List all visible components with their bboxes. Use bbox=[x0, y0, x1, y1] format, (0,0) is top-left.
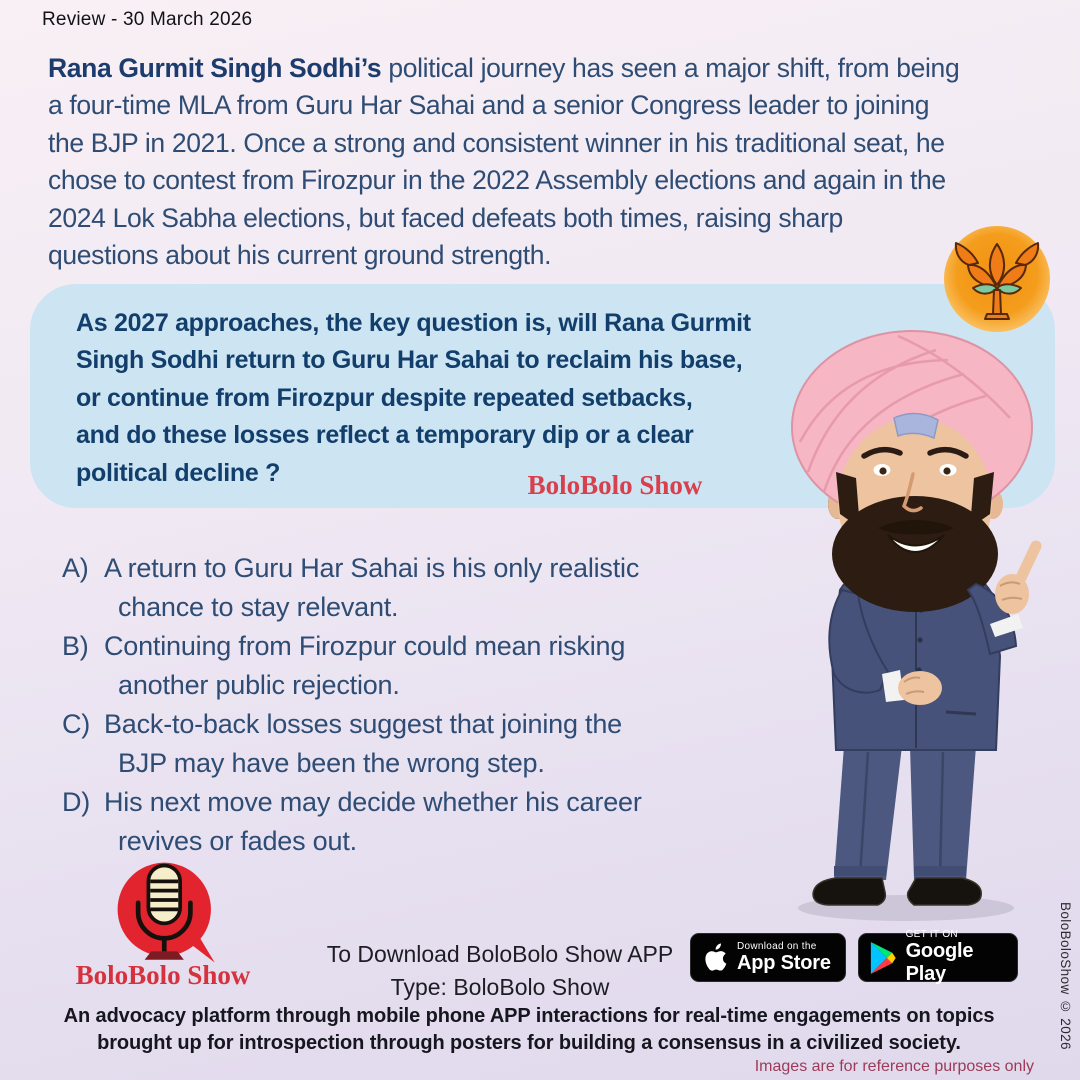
question-line: or continue from Firozpur despite repeated setbacks, bbox=[76, 383, 693, 412]
intro-line: 2024 Lok Sabha elections, but faced defeats both times, raising sharp bbox=[48, 202, 843, 233]
app-store-badge[interactable] bbox=[690, 933, 846, 982]
question-line: As 2027 approaches, the key question is, will Rana Gurmit bbox=[76, 309, 751, 337]
option-b-label: B) bbox=[62, 631, 89, 661]
download-line-1: To Download BoloBolo Show APP bbox=[326, 941, 674, 967]
option-c-label: C) bbox=[62, 709, 91, 739]
vertical-copyright: BoloBoloShow © 2026 bbox=[1058, 902, 1073, 1050]
trousers bbox=[834, 746, 976, 880]
google-play-label: Google Play bbox=[905, 940, 974, 985]
intro-line-rest: political journey has seen a major shift, from being bbox=[381, 53, 960, 83]
option-c bbox=[62, 705, 642, 783]
apple-icon bbox=[702, 943, 728, 973]
option-d-label: D) bbox=[62, 787, 91, 817]
brand-watermark: BoloBolo Show bbox=[527, 470, 703, 500]
left-fist bbox=[898, 671, 942, 705]
advocacy-statement bbox=[0, 1003, 1058, 1057]
download-instructions bbox=[318, 938, 682, 1004]
option-c-text: Back-to-back losses suggest that joining the BJP may have been the wrong step. bbox=[104, 709, 622, 778]
google-play-badge[interactable] bbox=[858, 929, 1018, 985]
app-store-tagline: Download on the bbox=[737, 940, 817, 952]
download-line-2: Type: BoloBolo Show bbox=[390, 974, 610, 1000]
bolobolo-mic-logo bbox=[98, 858, 238, 970]
options-list bbox=[62, 549, 642, 861]
question-text bbox=[76, 305, 751, 492]
bjp-lotus-logo bbox=[942, 224, 1052, 334]
google-play-tagline: GET IT ON bbox=[905, 929, 958, 940]
question-line: Singh Sodhi return to Guru Har Sahai to reclaim his base, bbox=[76, 346, 743, 375]
google-play-text bbox=[906, 929, 1006, 986]
image-disclaimer: Images are for reference purposes only bbox=[754, 1058, 1034, 1075]
google-play-icon bbox=[870, 941, 897, 975]
intro-line: questions about his current ground strength. bbox=[48, 240, 552, 271]
intro-line bbox=[48, 50, 959, 87]
option-b bbox=[62, 627, 642, 705]
option-a-text: A return to Guru Har Sahai is his only realistic chance to stay relevant. bbox=[104, 553, 640, 622]
intro-line: chose to contest from Firozpur in the 2022 Assembly elections and again in the bbox=[48, 165, 946, 196]
question-line: political decline ? bbox=[76, 458, 281, 487]
option-a bbox=[62, 549, 642, 627]
question-line: and do these losses reflect a temporary dip or a clear bbox=[76, 421, 694, 450]
option-b-text: Continuing from Firozpur could mean risking another public rejection. bbox=[104, 631, 626, 700]
intro-line: a four-time MLA from Guru Har Sahai and a senior Congress leader to joining bbox=[48, 90, 930, 121]
app-store-label: App Store bbox=[737, 951, 831, 974]
bolobolo-wordmark: BoloBolo Show bbox=[75, 960, 251, 990]
advocacy-line-1: An advocacy platform through mobile phone APP interactions for real-time engagements on topics bbox=[63, 1005, 995, 1027]
app-store-text bbox=[737, 941, 831, 975]
politician-caricature bbox=[778, 322, 1080, 934]
politician-name: Rana Gurmit Singh Sodhi’s bbox=[48, 53, 382, 83]
review-date-label: Review - 30 March 2026 bbox=[42, 9, 253, 30]
advocacy-line-2: brought up for introspection through posters for building a consensus in a civilized society. bbox=[97, 1032, 961, 1054]
option-a-label: A) bbox=[62, 553, 89, 583]
option-d bbox=[62, 783, 642, 861]
intro-line: the BJP in 2021. Once a strong and consistent winner in his traditional seat, he bbox=[48, 127, 945, 158]
intro-paragraph bbox=[48, 50, 959, 274]
option-d-text: His next move may decide whether his career revives or fades out. bbox=[104, 787, 642, 856]
